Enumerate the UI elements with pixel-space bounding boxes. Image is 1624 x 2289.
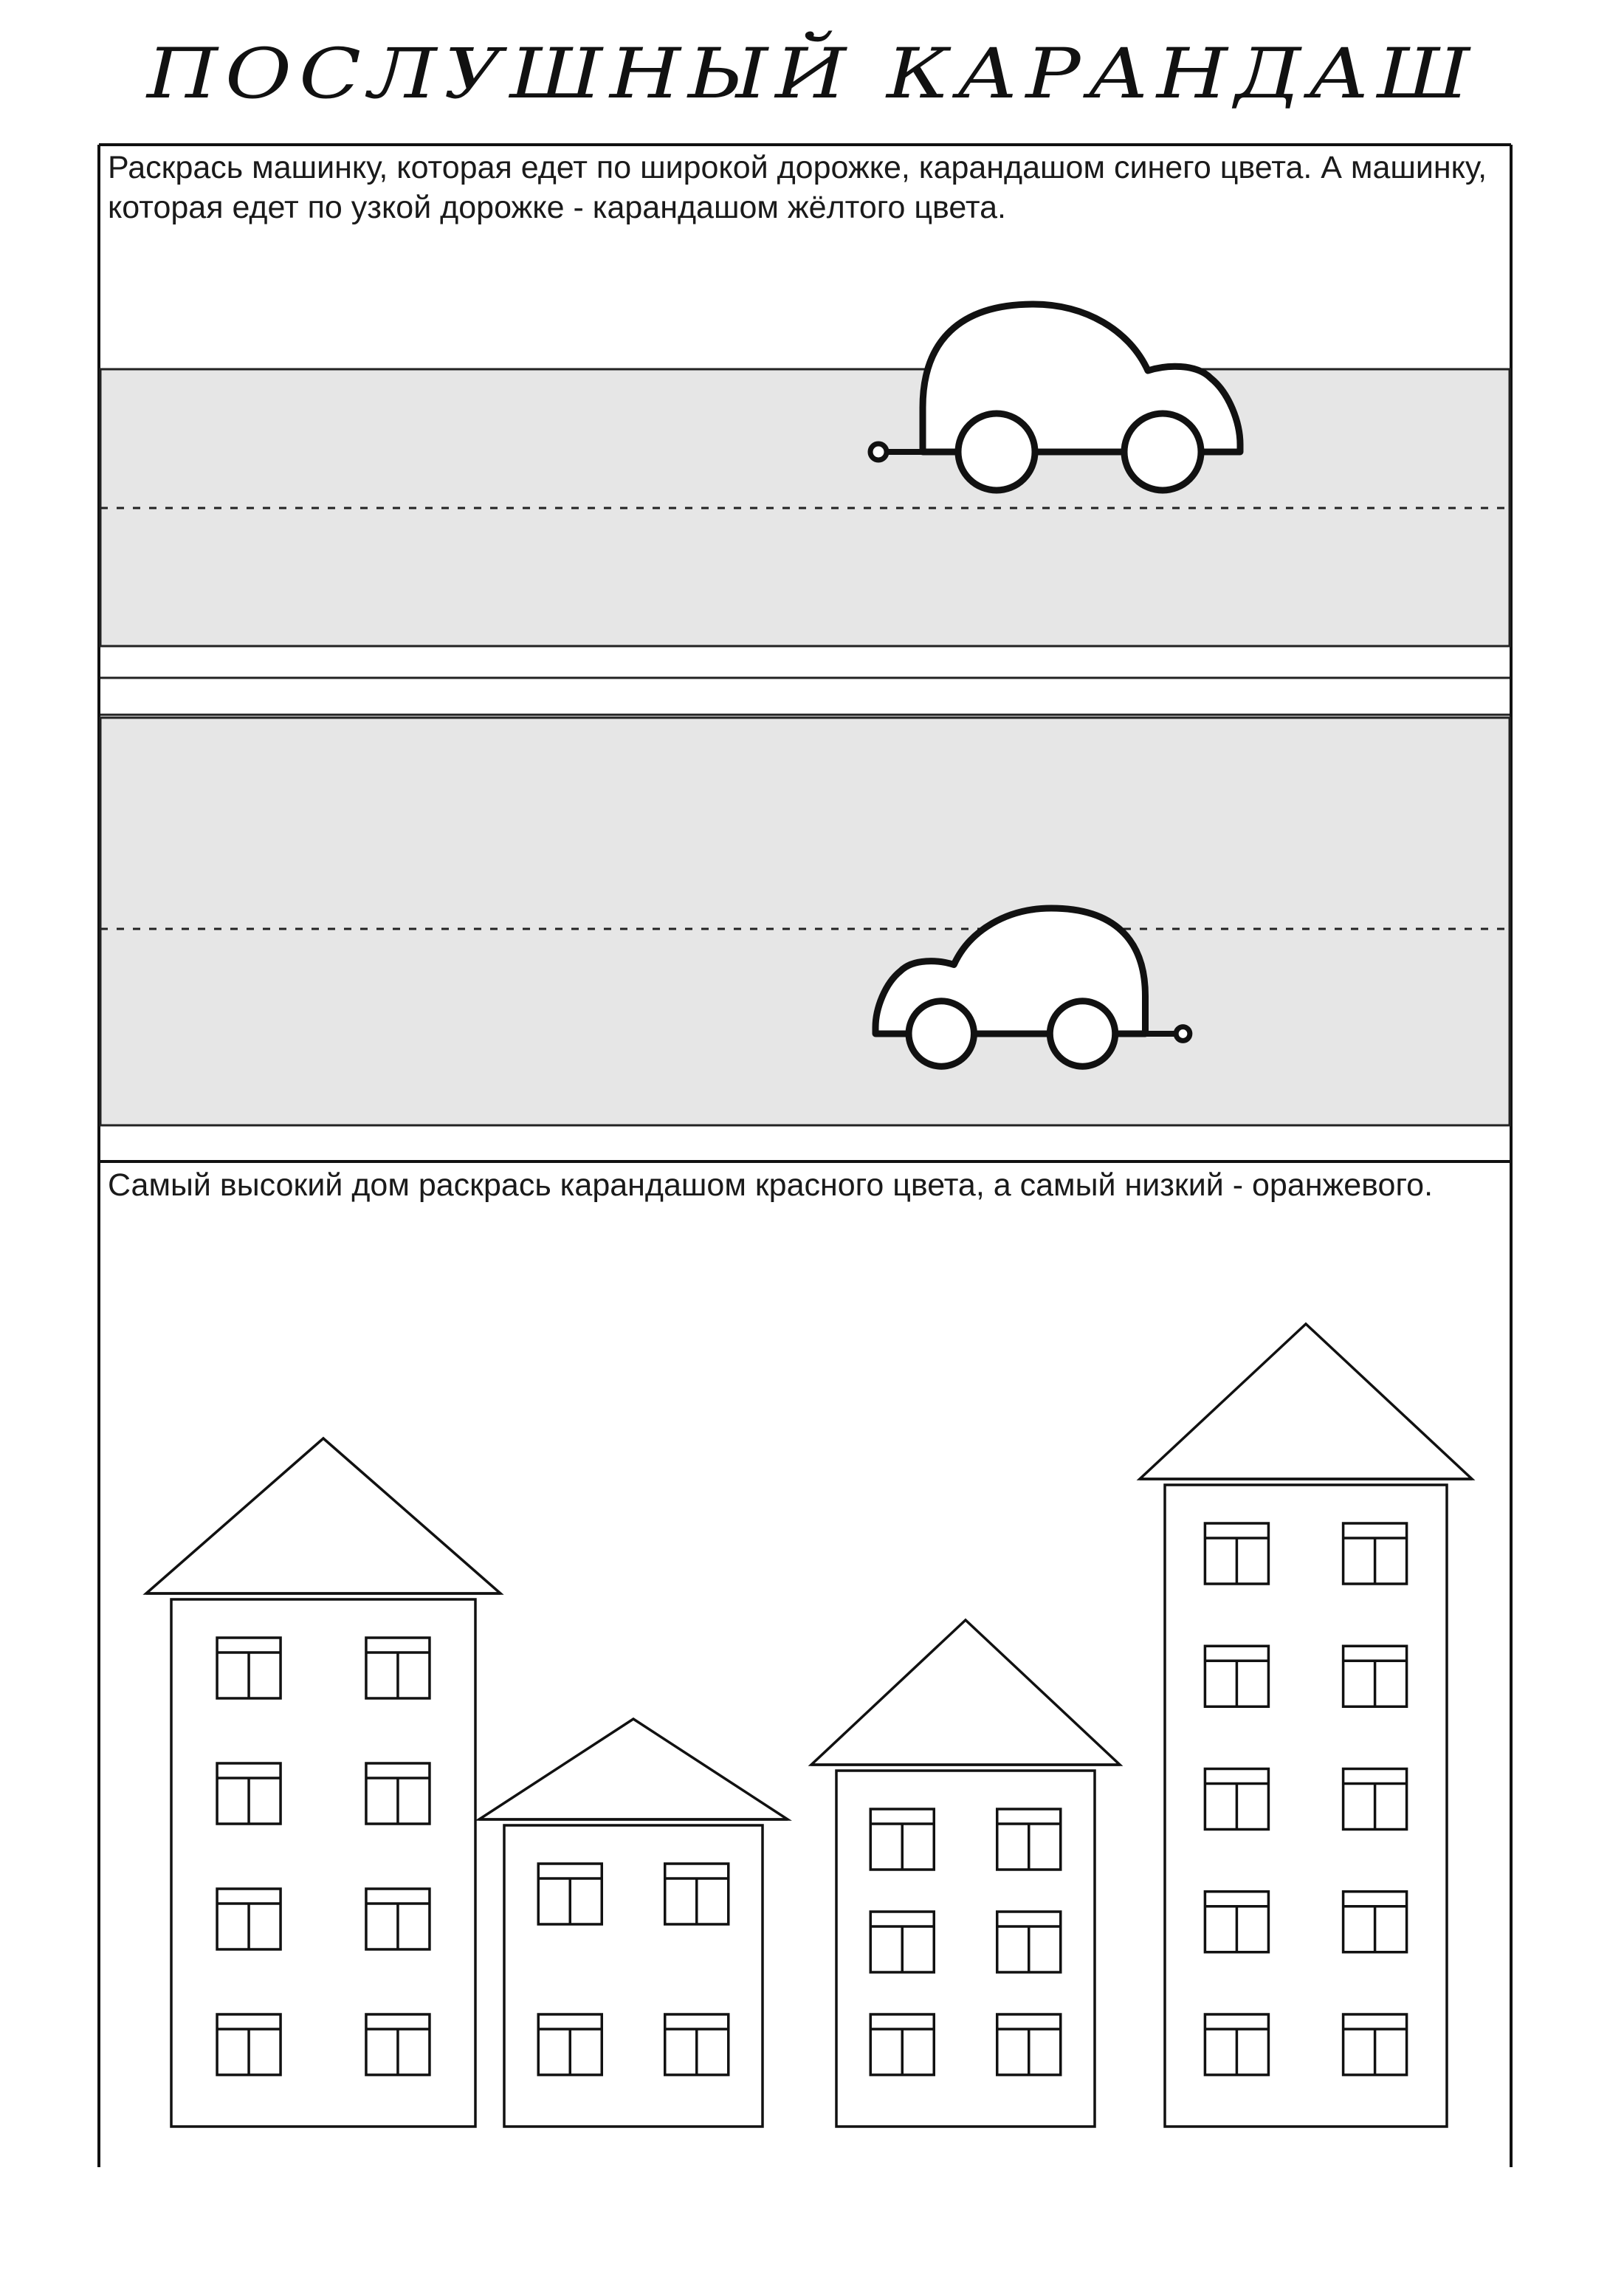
house-window [366, 2014, 430, 2075]
house-window [1205, 1646, 1268, 1706]
house-window [1205, 1892, 1268, 1952]
houses-group [146, 1324, 1472, 2127]
house-roof [1140, 1324, 1472, 1479]
house-window [870, 2014, 934, 2075]
house-roof [479, 1719, 788, 1819]
car-rear-wheel [1050, 1001, 1115, 1066]
car-rear-wheel [958, 413, 1035, 490]
car-front-wheel [1124, 413, 1201, 490]
house-window [870, 1912, 934, 1972]
house-window [217, 1763, 281, 1824]
house-window [870, 1809, 934, 1870]
house-window [1343, 1523, 1407, 1584]
house-window [997, 2014, 1061, 2075]
house-window [217, 2014, 281, 2075]
roads-panel [100, 369, 1510, 1125]
car-exhaust-tip [870, 444, 887, 460]
house-roof [146, 1438, 500, 1593]
task-houses-instruction: Самый высокий дом раскрась карандашом красного цвета, а самый низкий - оранжевого. [108, 1167, 1434, 1203]
house-window [366, 1638, 430, 1698]
house-window [997, 1809, 1061, 1870]
car-front-wheel [909, 1001, 974, 1066]
house-2 [479, 1719, 788, 2127]
house-window [1343, 2014, 1407, 2075]
house-window [1343, 1769, 1407, 1830]
house-window [366, 1763, 430, 1824]
house-window [1205, 2014, 1268, 2075]
house-window [1205, 1769, 1268, 1830]
house-window [538, 1864, 602, 1924]
house-window [538, 2014, 602, 2075]
house-window [665, 2014, 729, 2075]
house-4 [1140, 1324, 1472, 2127]
house-window [1205, 1523, 1268, 1584]
house-window [665, 1864, 729, 1924]
worksheet-title: ПОСЛУШНЫЙ КАРАНДАШ [146, 33, 1478, 114]
house-window [366, 1889, 430, 1949]
house-roof [811, 1620, 1120, 1765]
house-window [217, 1889, 281, 1949]
house-3 [811, 1620, 1120, 2127]
lower-road [100, 718, 1510, 1125]
house-1 [146, 1438, 500, 2127]
house-window [1343, 1892, 1407, 1952]
house-window [217, 1638, 281, 1698]
house-window [1343, 1646, 1407, 1706]
task-roads-instruction: Раскрась машинку, которая едет по широкой дорожке, карандашом синего цвета. А машинку, которая едет по узкой дорожке - карандашом жёлтого цвета. [108, 150, 1487, 225]
house-window [997, 1912, 1061, 1972]
car-exhaust-tip [1176, 1027, 1190, 1041]
